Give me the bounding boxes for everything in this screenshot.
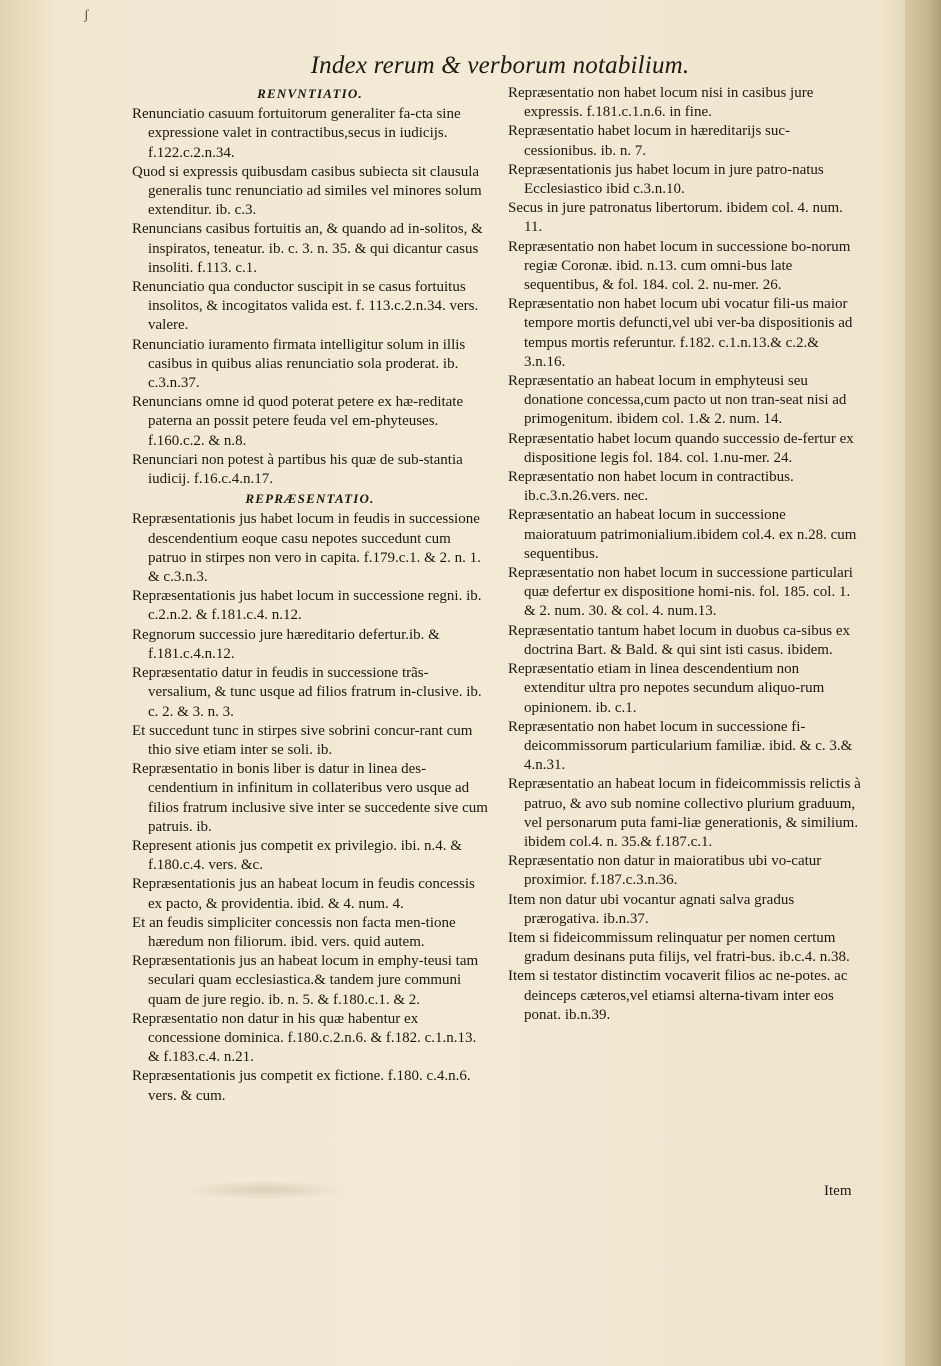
index-entry: Repræsentationis jus an habeat locum in emphy-teusi tam seculari quam ecclesiastica.& tandem jure communi quam de jure regio. ib. n. 5. & f.180.c.1. & 2. — [132, 953, 479, 1008]
index-entry: Repræsentatio an habeat locum in successione maioratuum patrimonialium.ibidem col.4. ex n.28. cum sequentibus. — [508, 507, 857, 562]
index-entry: Repræsentatio non datur in his quæ habentur ex concessione dominica. f.180.c.2.n.6. & f.182. c.1.n.13. & f.183.c.4. n.21. — [132, 1010, 477, 1066]
index-entry: Repræsentatio an habeat locum in fideicommissis relictis à patruo, & avo sub nomine collectivo plurium graduum, vel personarum puta fami-liæ generationis, & similium. ibidem col.4. n. 35.& f.187.c.1. — [508, 776, 861, 850]
catchword: Item — [824, 1183, 852, 1199]
index-entry: Renuncians casibus fortuitis an, & quando ad in-solitos, & inspiratos, teneatur. ib. c. 3. n. 35. & qui dicantur casus insoliti. f.113. c.1. — [132, 221, 483, 276]
index-entry: Et an feudis simpliciter concessis non facta men-tione hæredum non filiorum. ibid. vers. quid autem. — [132, 914, 456, 950]
ink-smudge — [180, 1180, 350, 1200]
index-entry: Repræsentatio non habet locum in successione fi-deicommissorum particularium familiæ. ibid. & c. 3.& 4.n.31. — [508, 718, 853, 774]
index-entry: Item si fideicommissum relinquatur per nomen certum gradum desinans puta filijs, vel fratri-bus. ib.c.4. n.38. — [508, 929, 850, 966]
index-entry: Item non datur ubi vocantur agnati salva gradus prærogativa. ib.n.37. — [508, 891, 795, 927]
index-entry: Renunciatio iuramento firmata intelligitur solum in illis casibus in quibus alias renunciatio sola proderat. ib. c.3.n.37. — [132, 336, 466, 392]
index-entry: Item si testator distinctim vocaverit filios ac ne-potes. ac deinceps cæteros,vel etiamsi alterna-tivam inter eos ponat. ib.n.39. — [508, 968, 848, 1023]
index-entry: Repræsentatio habet locum quando successio de-fertur ex dispositione legis fol. 184. col. 1.nu-mer. 24. — [508, 430, 854, 466]
index-entry: Repræsentatio habet locum in hæreditarijs suc-cessionibus. ib. n. 7. — [508, 123, 791, 159]
index-entry: Regnorum successio jure hæreditario defertur.ib. & f.181.c.4.n.12. — [132, 626, 440, 662]
index-entry: Repræsentationis jus habet locum in jure patro-natus Ecclesiastico ibid c.3.n.10. — [508, 161, 824, 198]
index-entry: Quod si expressis quibusdam casibus subiecta sit clausula generalis tunc renunciatio ad similes vel minores solum extenditur. ib. c.3. — [132, 163, 482, 219]
index-entry: Repræsentatio in bonis liber is datur in linea des-cendentium in infinitum in collateribus vero usque ad filios fratrum inclusive sive inter se succedente sive cum patruis. ib. — [132, 761, 488, 835]
index-entry: Secus in jure patronatus libertorum. ibidem col. 4. num. 11. — [508, 200, 843, 236]
index-entry: Renunciatio qua conductor suscipit in se casus fortuitus insolitos, & incogitatos valida est. f. 113.c.2.n.34. vers. valere. — [132, 279, 479, 334]
index-entry: Renunciari non potest à partibus his quæ de sub-stantia iudicij. f.16.c.4.n.17. — [132, 451, 463, 488]
index-entry: Repræsentatio an habeat locum in emphyteusi seu donatione concessa,cum pacto ut non tran-seat nisi ad primogenitum. ibidem col. 1.& 2. num. 14. — [508, 373, 847, 428]
index-entry: Repræsentatio non habet locum in contractibus. ib.c.3.n.26.vers. nec. — [508, 469, 794, 505]
index-entry: Repræsentatio non habet locum ubi vocatur fili-us maior tempore mortis defuncti,vel ubi ver-ba dispositionis ad tempus mortis referuntur. f.182. c.1.n.13.& c.2.& 3.n.16. — [508, 296, 853, 370]
left-column — [132, 84, 488, 1106]
index-entry: Repræsentatio non datur in maioratibus ubi vo-catur proximior. f.187.c.3.n.36. — [508, 853, 822, 889]
index-entry: Repræsentationis jus habet locum in successione regni. ib. c.2.n.2. & f.181.c.4. n.12. — [132, 588, 482, 624]
right-column — [508, 84, 862, 1025]
index-entry: Represent ationis jus competit ex privilegio. ibi. n.4. & f.180.c.4. vers. &c. — [132, 837, 462, 874]
index-entry: Repræsentatio etiam in linea descendentium non extenditur ultra pro nepotes secundum aliquo-rum opinionem. ib. c.1. — [508, 661, 825, 716]
running-head: Index rerum & verborum notabilium. — [310, 52, 690, 79]
page-edge-shadow — [905, 0, 941, 1366]
index-entry: Renunciatio casuum fortuitorum generaliter fa-cta sine expressione valet in contractibus,secus in iudicijs. f.122.c.2.n.34. — [132, 106, 461, 161]
index-entry: Repræsentationis jus competit ex fictione. f.180. c.4.n.6. vers. & cum. — [132, 1068, 471, 1104]
index-entry: Repræsentatio non habet locum nisi in casibus jure expressis. f.181.c.1.n.6. in fine. — [508, 85, 814, 121]
section-heading: REPRÆSENTATIO. — [245, 491, 375, 507]
index-entry: Repræsentatio non habet locum in successione bo-norum regiæ Coronæ. ibid. n.13. cum omni-bus late sequentibus, & fol. 184. col. 2. nu-mer. 26. — [508, 238, 851, 294]
index-entry: Repræsentationis jus an habeat locum in feudis concessis ex pacto, & providentia. ibid. & 4. num. 4. — [132, 876, 475, 912]
index-entry: Repræsentationis jus habet locum in feudis in successione descendentium eoque casu nepotes succedunt cum patruo in stirpes non vero in capita. f.179.c.1. & 2. n. 1. & c.3.n.3. — [132, 511, 481, 586]
index-entry: Repræsentatio tantum habet locum in duobus ca-sibus ex doctrina Bart. & Bald. & qui sint isti casus. ibidem. — [508, 622, 851, 658]
top-ink-mark: ʃ — [84, 8, 89, 23]
section-heading: RENVNTIATIO. — [257, 86, 363, 101]
index-entry: Repræsentatio non habet locum in successione particulari quæ defertur ex dispositione homi-nis. fol. 185. col. 1. & 2. num. 30. & col. 4. num.13. — [508, 565, 853, 620]
index-entry: Et succedunt tunc in stirpes sive sobrini concur-rant cum thio sive etiam inter se soli. ib. — [132, 722, 473, 758]
index-entry: Repræsentatio datur in feudis in successione trãs-versalium, & tunc usque ad filios fratrum in-clusive. ib. c. 2. & 3. n. 3. — [132, 665, 482, 720]
index-entry: Renuncians omne id quod poterat petere ex hæ-reditate paterna an possit petere feuda vel em-phyteuses. f.160.c.2. & n.8. — [132, 394, 464, 449]
